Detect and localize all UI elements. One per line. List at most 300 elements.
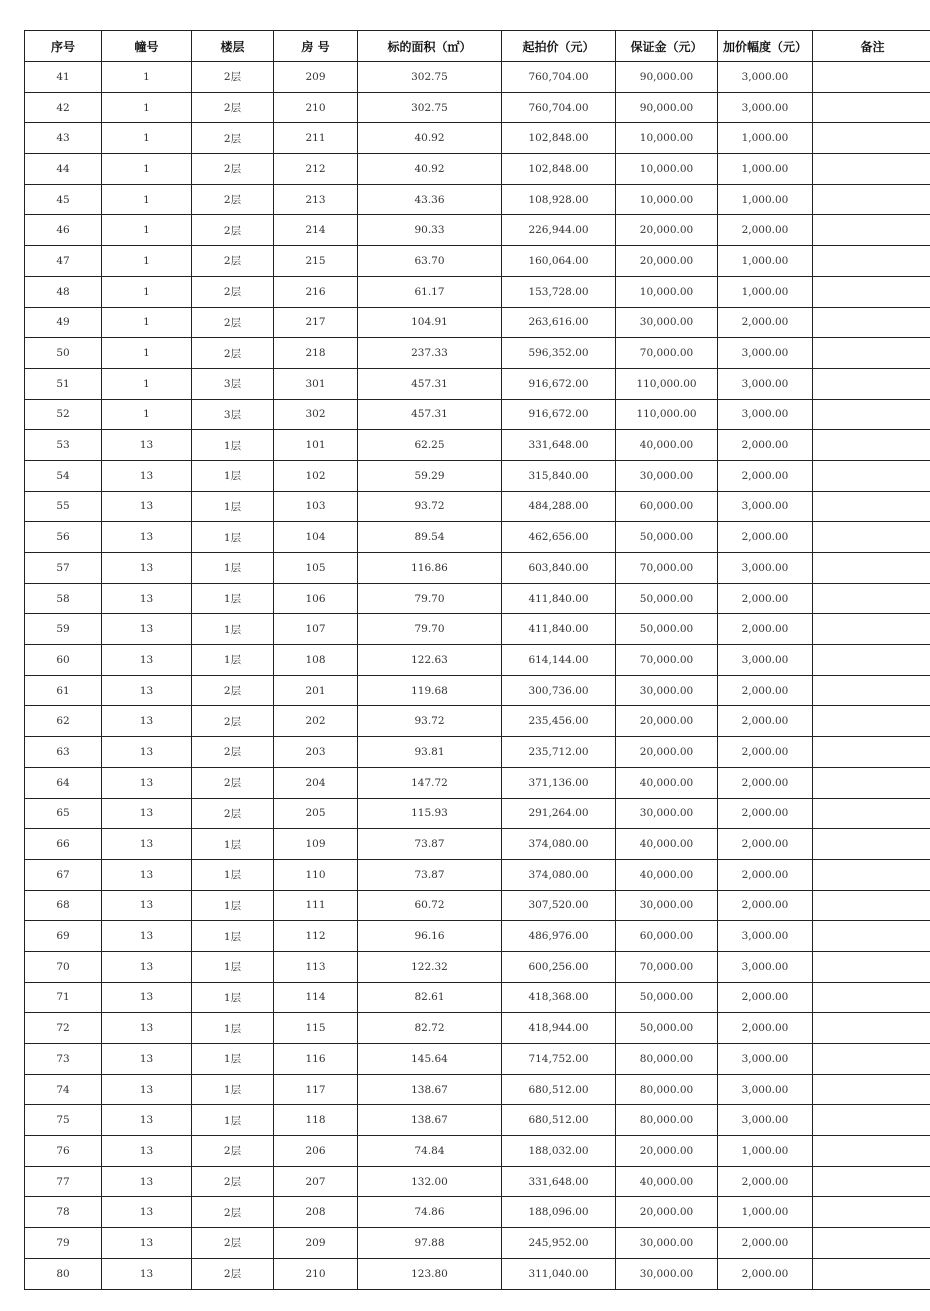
cell-start-price: 418,368.00 [502,982,616,1013]
table-row [25,460,930,491]
cell-increment: 1,000.00 [718,154,813,185]
cell-increment: 2,000.00 [718,767,813,798]
cell-floor: 2层 [192,767,274,798]
cell-deposit: 80,000.00 [616,1044,718,1075]
table-row [25,123,930,154]
cell-room: 115 [274,1013,358,1044]
cell-floor: 1层 [192,921,274,952]
table-row [25,614,930,645]
cell-seq: 41 [25,62,102,93]
cell-floor: 1层 [192,951,274,982]
cell-remark [813,62,930,93]
header-area: 标的面积（㎡） [358,31,502,62]
cell-seq: 72 [25,1013,102,1044]
table-row [25,246,930,277]
cell-start-price: 596,352.00 [502,338,616,369]
cell-remark [813,276,930,307]
cell-room: 302 [274,399,358,430]
cell-increment: 1,000.00 [718,123,813,154]
cell-seq: 42 [25,92,102,123]
cell-area: 115.93 [358,798,502,829]
cell-area: 89.54 [358,522,502,553]
cell-remark [813,368,930,399]
cell-increment: 3,000.00 [718,921,813,952]
cell-floor: 1层 [192,829,274,860]
cell-seq: 58 [25,583,102,614]
cell-room: 108 [274,645,358,676]
cell-seq: 80 [25,1258,102,1289]
cell-increment: 3,000.00 [718,1105,813,1136]
table-row [25,215,930,246]
cell-deposit: 70,000.00 [616,645,718,676]
cell-floor: 2层 [192,338,274,369]
cell-seq: 74 [25,1074,102,1105]
cell-remark [813,829,930,860]
cell-building: 13 [102,706,192,737]
cell-area: 119.68 [358,675,502,706]
cell-room: 117 [274,1074,358,1105]
cell-seq: 54 [25,460,102,491]
cell-building: 1 [102,246,192,277]
cell-building: 13 [102,553,192,584]
table-row [25,1258,930,1289]
cell-deposit: 30,000.00 [616,307,718,338]
cell-building: 13 [102,1044,192,1075]
cell-remark [813,1136,930,1167]
cell-seq: 71 [25,982,102,1013]
cell-room: 110 [274,859,358,890]
cell-room: 114 [274,982,358,1013]
cell-area: 59.29 [358,460,502,491]
cell-start-price: 311,040.00 [502,1258,616,1289]
cell-room: 209 [274,62,358,93]
cell-room: 218 [274,338,358,369]
cell-increment: 3,000.00 [718,951,813,982]
cell-deposit: 110,000.00 [616,399,718,430]
cell-deposit: 20,000.00 [616,215,718,246]
cell-room: 203 [274,737,358,768]
cell-deposit: 60,000.00 [616,921,718,952]
table-header-row [25,31,930,62]
cell-remark [813,767,930,798]
cell-floor: 1层 [192,553,274,584]
header-start-price: 起拍价（元） [502,31,616,62]
cell-area: 40.92 [358,123,502,154]
cell-area: 74.84 [358,1136,502,1167]
cell-increment: 3,000.00 [718,1044,813,1075]
cell-seq: 68 [25,890,102,921]
cell-building: 1 [102,123,192,154]
cell-building: 13 [102,1074,192,1105]
cell-area: 79.70 [358,583,502,614]
cell-start-price: 916,672.00 [502,399,616,430]
cell-deposit: 20,000.00 [616,737,718,768]
cell-increment: 2,000.00 [718,675,813,706]
table-row [25,553,930,584]
cell-room: 105 [274,553,358,584]
cell-room: 106 [274,583,358,614]
table-row [25,62,930,93]
cell-seq: 50 [25,338,102,369]
cell-increment: 2,000.00 [718,982,813,1013]
cell-floor: 2层 [192,1136,274,1167]
cell-start-price: 484,288.00 [502,491,616,522]
cell-seq: 65 [25,798,102,829]
cell-room: 202 [274,706,358,737]
cell-seq: 63 [25,737,102,768]
table-row [25,951,930,982]
cell-seq: 62 [25,706,102,737]
table-row [25,921,930,952]
cell-deposit: 40,000.00 [616,1166,718,1197]
cell-floor: 1层 [192,1044,274,1075]
cell-building: 1 [102,184,192,215]
cell-floor: 1层 [192,491,274,522]
cell-start-price: 160,064.00 [502,246,616,277]
cell-start-price: 600,256.00 [502,951,616,982]
cell-remark [813,614,930,645]
table-row [25,491,930,522]
cell-seq: 57 [25,553,102,584]
cell-increment: 2,000.00 [718,798,813,829]
cell-building: 13 [102,645,192,676]
cell-remark [813,1166,930,1197]
cell-deposit: 30,000.00 [616,675,718,706]
cell-seq: 78 [25,1197,102,1228]
cell-floor: 1层 [192,982,274,1013]
cell-remark [813,645,930,676]
cell-floor: 1层 [192,614,274,645]
cell-increment: 2,000.00 [718,1166,813,1197]
cell-building: 13 [102,1136,192,1167]
cell-increment: 2,000.00 [718,215,813,246]
cell-building: 13 [102,859,192,890]
table-row [25,338,930,369]
cell-seq: 45 [25,184,102,215]
cell-remark [813,706,930,737]
table-row [25,522,930,553]
cell-increment: 3,000.00 [718,338,813,369]
table-row [25,430,930,461]
table-row [25,1105,930,1136]
cell-building: 1 [102,62,192,93]
cell-deposit: 30,000.00 [616,1258,718,1289]
cell-deposit: 70,000.00 [616,338,718,369]
cell-building: 13 [102,1228,192,1259]
cell-increment: 2,000.00 [718,1013,813,1044]
cell-room: 113 [274,951,358,982]
cell-floor: 2层 [192,1166,274,1197]
cell-area: 457.31 [358,368,502,399]
cell-increment: 1,000.00 [718,1136,813,1167]
cell-area: 90.33 [358,215,502,246]
cell-start-price: 418,944.00 [502,1013,616,1044]
cell-room: 206 [274,1136,358,1167]
cell-floor: 2层 [192,798,274,829]
cell-room: 217 [274,307,358,338]
cell-deposit: 90,000.00 [616,92,718,123]
cell-remark [813,675,930,706]
cell-deposit: 30,000.00 [616,1228,718,1259]
cell-area: 457.31 [358,399,502,430]
cell-remark [813,951,930,982]
cell-floor: 1层 [192,1105,274,1136]
cell-deposit: 30,000.00 [616,890,718,921]
cell-increment: 2,000.00 [718,829,813,860]
table-row [25,1197,930,1228]
table-row [25,1013,930,1044]
cell-seq: 43 [25,123,102,154]
cell-room: 107 [274,614,358,645]
cell-remark [813,982,930,1013]
cell-remark [813,1074,930,1105]
cell-area: 62.25 [358,430,502,461]
table-row [25,1228,930,1259]
cell-deposit: 50,000.00 [616,522,718,553]
cell-floor: 2层 [192,737,274,768]
cell-seq: 49 [25,307,102,338]
cell-floor: 3层 [192,368,274,399]
cell-start-price: 411,840.00 [502,583,616,614]
cell-building: 13 [102,829,192,860]
cell-remark [813,307,930,338]
cell-room: 212 [274,154,358,185]
cell-start-price: 300,736.00 [502,675,616,706]
cell-deposit: 20,000.00 [616,246,718,277]
cell-remark [813,1228,930,1259]
cell-remark [813,246,930,277]
cell-floor: 1层 [192,1074,274,1105]
cell-floor: 1层 [192,645,274,676]
cell-start-price: 102,848.00 [502,154,616,185]
cell-building: 13 [102,982,192,1013]
cell-increment: 2,000.00 [718,1228,813,1259]
cell-deposit: 30,000.00 [616,460,718,491]
cell-building: 13 [102,583,192,614]
cell-start-price: 153,728.00 [502,276,616,307]
cell-room: 209 [274,1228,358,1259]
cell-deposit: 50,000.00 [616,614,718,645]
cell-floor: 2层 [192,706,274,737]
cell-remark [813,123,930,154]
cell-room: 210 [274,1258,358,1289]
table-row [25,1074,930,1105]
cell-seq: 44 [25,154,102,185]
cell-remark [813,798,930,829]
cell-room: 301 [274,368,358,399]
cell-increment: 2,000.00 [718,859,813,890]
cell-remark [813,154,930,185]
header-seq: 序号 [25,31,102,62]
cell-increment: 2,000.00 [718,583,813,614]
cell-seq: 53 [25,430,102,461]
cell-floor: 2层 [192,123,274,154]
cell-remark [813,215,930,246]
cell-area: 93.72 [358,706,502,737]
table-row [25,1136,930,1167]
cell-deposit: 20,000.00 [616,1136,718,1167]
cell-remark [813,553,930,584]
cell-area: 61.17 [358,276,502,307]
cell-floor: 2层 [192,154,274,185]
cell-area: 138.67 [358,1074,502,1105]
cell-increment: 3,000.00 [718,645,813,676]
cell-increment: 2,000.00 [718,430,813,461]
cell-building: 13 [102,1258,192,1289]
cell-building: 1 [102,399,192,430]
cell-increment: 1,000.00 [718,1197,813,1228]
cell-room: 208 [274,1197,358,1228]
table-body [25,62,930,1290]
cell-seq: 79 [25,1228,102,1259]
cell-increment: 2,000.00 [718,737,813,768]
cell-remark [813,522,930,553]
cell-start-price: 235,712.00 [502,737,616,768]
cell-floor: 1层 [192,1013,274,1044]
header-floor: 楼层 [192,31,274,62]
cell-building: 1 [102,307,192,338]
cell-building: 1 [102,368,192,399]
cell-building: 13 [102,951,192,982]
cell-start-price: 226,944.00 [502,215,616,246]
cell-building: 13 [102,430,192,461]
table-row [25,645,930,676]
cell-room: 207 [274,1166,358,1197]
cell-building: 13 [102,675,192,706]
table-row [25,368,930,399]
cell-deposit: 40,000.00 [616,767,718,798]
cell-floor: 1层 [192,583,274,614]
cell-seq: 64 [25,767,102,798]
cell-floor: 2层 [192,215,274,246]
cell-start-price: 614,144.00 [502,645,616,676]
cell-floor: 2层 [192,307,274,338]
cell-floor: 2层 [192,675,274,706]
cell-area: 123.80 [358,1258,502,1289]
cell-deposit: 40,000.00 [616,829,718,860]
cell-start-price: 760,704.00 [502,92,616,123]
cell-building: 1 [102,338,192,369]
cell-start-price: 235,456.00 [502,706,616,737]
cell-start-price: 486,976.00 [502,921,616,952]
cell-building: 13 [102,798,192,829]
cell-floor: 2层 [192,1228,274,1259]
cell-remark [813,184,930,215]
cell-deposit: 70,000.00 [616,951,718,982]
cell-increment: 2,000.00 [718,890,813,921]
cell-area: 138.67 [358,1105,502,1136]
cell-building: 1 [102,276,192,307]
cell-building: 13 [102,1197,192,1228]
cell-start-price: 714,752.00 [502,1044,616,1075]
cell-deposit: 30,000.00 [616,798,718,829]
cell-seq: 61 [25,675,102,706]
cell-deposit: 40,000.00 [616,859,718,890]
cell-remark [813,491,930,522]
cell-room: 118 [274,1105,358,1136]
cell-seq: 66 [25,829,102,860]
cell-room: 214 [274,215,358,246]
cell-building: 1 [102,215,192,246]
cell-increment: 2,000.00 [718,307,813,338]
cell-deposit: 60,000.00 [616,491,718,522]
cell-start-price: 374,080.00 [502,859,616,890]
cell-deposit: 10,000.00 [616,276,718,307]
cell-remark [813,1013,930,1044]
cell-building: 13 [102,767,192,798]
cell-floor: 2层 [192,184,274,215]
cell-seq: 67 [25,859,102,890]
table-row [25,829,930,860]
cell-remark [813,583,930,614]
cell-floor: 2层 [192,276,274,307]
cell-seq: 60 [25,645,102,676]
cell-increment: 2,000.00 [718,1258,813,1289]
cell-room: 102 [274,460,358,491]
table-row [25,276,930,307]
cell-remark [813,399,930,430]
cell-floor: 2层 [192,1258,274,1289]
cell-area: 237.33 [358,338,502,369]
cell-increment: 1,000.00 [718,246,813,277]
cell-deposit: 10,000.00 [616,123,718,154]
cell-area: 104.91 [358,307,502,338]
table-row [25,675,930,706]
cell-floor: 1层 [192,890,274,921]
cell-increment: 1,000.00 [718,184,813,215]
cell-room: 210 [274,92,358,123]
auction-lot-table [24,30,930,1290]
cell-room: 116 [274,1044,358,1075]
cell-building: 13 [102,522,192,553]
cell-area: 74.86 [358,1197,502,1228]
cell-start-price: 188,032.00 [502,1136,616,1167]
cell-start-price: 462,656.00 [502,522,616,553]
cell-floor: 1层 [192,522,274,553]
cell-room: 215 [274,246,358,277]
cell-area: 132.00 [358,1166,502,1197]
cell-increment: 3,000.00 [718,491,813,522]
cell-seq: 52 [25,399,102,430]
cell-remark [813,737,930,768]
cell-remark [813,859,930,890]
cell-increment: 3,000.00 [718,62,813,93]
cell-start-price: 263,616.00 [502,307,616,338]
cell-seq: 70 [25,951,102,982]
cell-start-price: 102,848.00 [502,123,616,154]
cell-seq: 69 [25,921,102,952]
cell-seq: 46 [25,215,102,246]
cell-remark [813,430,930,461]
cell-start-price: 371,136.00 [502,767,616,798]
cell-start-price: 108,928.00 [502,184,616,215]
cell-room: 201 [274,675,358,706]
header-room: 房 号 [274,31,358,62]
cell-area: 147.72 [358,767,502,798]
cell-deposit: 50,000.00 [616,982,718,1013]
cell-deposit: 10,000.00 [616,184,718,215]
cell-start-price: 603,840.00 [502,553,616,584]
table-row [25,399,930,430]
cell-increment: 3,000.00 [718,368,813,399]
cell-area: 40.92 [358,154,502,185]
cell-seq: 59 [25,614,102,645]
cell-area: 93.81 [358,737,502,768]
cell-building: 13 [102,491,192,522]
cell-area: 73.87 [358,829,502,860]
cell-area: 60.72 [358,890,502,921]
cell-building: 1 [102,154,192,185]
